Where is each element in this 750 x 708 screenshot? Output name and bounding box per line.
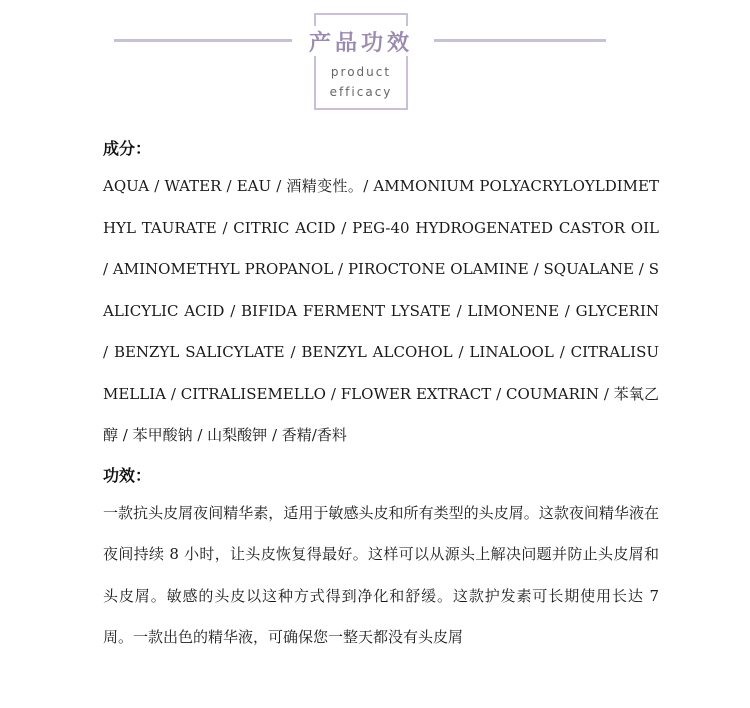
- efficacy-text: 一款抗头皮屑夜间精华素，适用于敏感头皮和所有类型的头皮屑。这款夜间精华液在夜间持续 8 小时，让头皮恢复得最好。这样可以从源头上解决问题并防止头皮屑和头皮屑。敏感的头皮以这种方式得到净化和舒缓。这款护发素可长期使用长达 7 周。一款出色的精华液，可确保您一整天都没有头皮屑: [103, 503, 659, 646]
- header-subtitle-line1: product: [330, 65, 392, 79]
- header-frame-bottom: [314, 108, 408, 110]
- section-header: [0, 0, 750, 120]
- content: [103, 132, 659, 659]
- header-frame-top: [314, 13, 408, 15]
- header-title-box: [292, 26, 430, 56]
- efficacy-label: 功效：: [103, 465, 152, 485]
- header-subtitle-line2: efficacy: [329, 85, 393, 99]
- header-subtitle: [316, 62, 406, 102]
- header-rule-right: [434, 39, 606, 42]
- ingredients-text: AQUA / WATER / EAU / 酒精变性。/ AMMONIUM POLYACRYLOYLDIMETHYL TAURATE / CITRIC ACID / PEG-40 HYDROGENATED CASTOR OIL / AMINOMETHYL PROPANOL / PIROCTONE OLAMINE / SQUALANE / SALICYLIC ACID / BIFIDA FERMENT LYSATE / LIMONENE / GLYCERIN / BENZYL SALICYLATE / BENZYL ALCOHOL / LINALOOL / CITRALISUMELLIA / CITRALISEMELLO / FLOWER EXTRACT / COUMARIN / 苯氧乙醇 / 苯甲酸钠 / 山梨酸钾 / 香精/香料: [103, 177, 659, 444]
- header-title: 产品功效: [308, 30, 413, 56]
- ingredients-label: 成分：: [103, 139, 152, 158]
- header-rule-left: [114, 39, 292, 42]
